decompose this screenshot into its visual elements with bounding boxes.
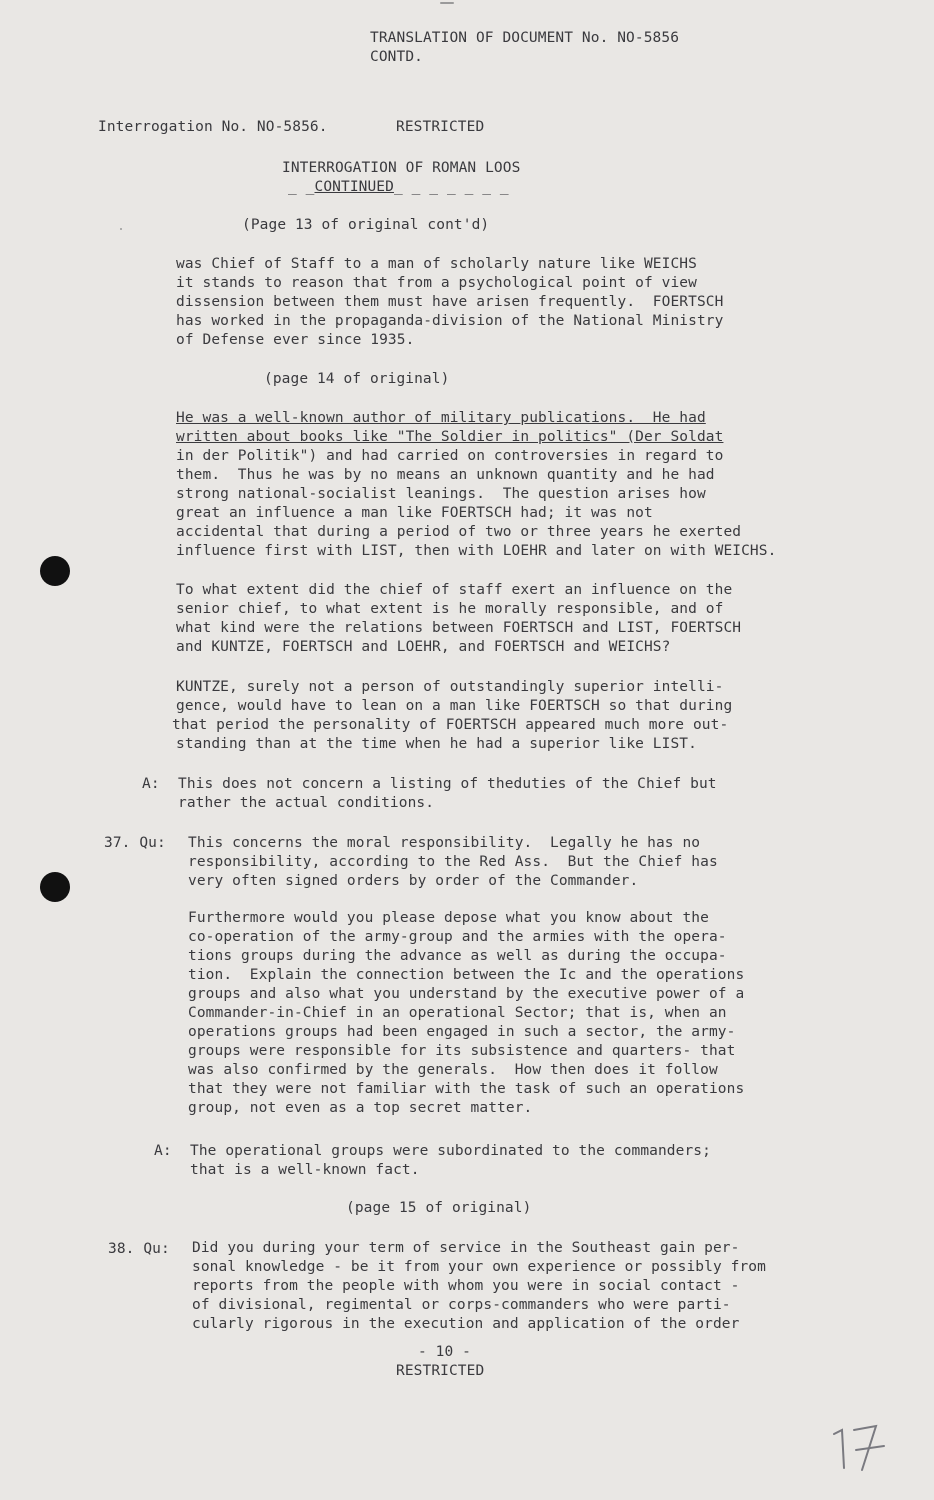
para2-line: strong national-socialist leanings. The question arises how [176,486,706,502]
q37-line: responsibility, according to the Red Ass. But the Chief has [188,854,718,870]
q38-line: cularly rigorous in the execution and application of the order [192,1316,740,1332]
para2-line: He was a well-known author of military publications. He had [176,410,706,426]
answer1-line: This does not concern a listing of theduties of the Chief but [178,776,717,792]
q37-followup-line: Furthermore would you please depose what you know about the [188,910,709,926]
q37-followup-line: Commander-in-Chief in an operational Sector; that is, when an [188,1005,727,1021]
q38-line: sonal knowledge - be it from your own experience or possibly from [192,1259,766,1275]
continued-label: CONTINUED [314,179,394,195]
punch-hole-top [40,556,70,586]
interrogation-number: Interrogation No. NO-5856. [98,119,328,135]
para3-line: senior chief, to what extent is he morally responsible, and of [176,601,724,617]
page-number: - 10 - [418,1344,471,1360]
q37-followup-line: that they were not familiar with the task of such an operations [188,1081,745,1097]
q37-followup-line: co-operation of the army-group and the armies with the opera- [188,929,727,945]
paper-speck [120,228,122,230]
paper-speck [440,2,454,4]
para2-line: them. Thus he was by no means an unknown quantity and he had [176,467,715,483]
q37-followup-line: group, not even as a top secret matter. [188,1100,533,1116]
header-contd: CONTD. [370,49,423,65]
para2-line: accidental that during a period of two or three years he exerted [176,524,742,540]
q37-followup-line: tion. Explain the connection between the Ic and the operations [188,967,745,983]
para4-line: KUNTZE, surely not a person of outstandingly superior intelli- [176,679,724,695]
header-title: TRANSLATION OF DOCUMENT No. NO-5856 [370,30,680,46]
q38-line: Did you during your term of service in the Southeast gain per- [192,1240,740,1256]
question-label: 38. Qu: [108,1241,170,1257]
para2-line: great an influence a man like FOERTSCH had; it was not [176,505,653,521]
para1-line: has worked in the propaganda-division of the National Ministry [176,313,724,329]
q37-line: very often signed orders by order of the Commander. [188,873,639,889]
answer1-line: rather the actual conditions. [178,795,435,811]
para3-line: and KUNTZE, FOERTSCH and LOEHR, and FOERTSCH and WEICHS? [176,639,671,655]
document-title: INTERROGATION OF ROMAN LOOS [282,160,521,176]
para2-line: influence first with LIST, then with LOEHR and later on with WEICHS. [176,543,777,559]
classification-footer: RESTRICTED [396,1363,485,1379]
q37-followup-line: operations groups had been engaged in such a sector, the army- [188,1024,736,1040]
punch-hole-bottom [40,872,70,902]
document-subtitle: _ _CONTINUED_ _ _ _ _ _ _ [288,179,509,195]
para2-line: in der Politik") and had carried on controversies in regard to [176,448,724,464]
para1-line: of Defense ever since 1935. [176,332,415,348]
para4-line: that period the personality of FOERTSCH appeared much more out- [172,717,729,733]
q37-line: This concerns the moral responsibility. Legally he has no [188,835,701,851]
q37-followup-line: tions groups during the advance as well as during the occupa- [188,948,727,964]
para1-line: it stands to reason that from a psychological point of view [176,275,697,291]
answer-label: A: [154,1143,172,1159]
q38-line: reports from the people with whom you were in social contact - [192,1278,740,1294]
page-ref-13: (Page 13 of original cont'd) [242,217,490,233]
answer2-line: that is a well-known fact. [190,1162,420,1178]
para3-line: what kind were the relations between FOERTSCH and LIST, FOERTSCH [176,620,742,636]
q37-followup-line: was also confirmed by the generals. How then does it follow [188,1062,718,1078]
para2-line: written about books like "The Soldier in politics" (Der Soldat [176,429,724,445]
q37-followup-line: groups and also what you understand by the executive power of a [188,986,745,1002]
para1-line: dissension between them must have arisen frequently. FOERTSCH [176,294,724,310]
para1-line: was Chief of Staff to a man of scholarly nature like WEICHS [176,256,697,272]
page-ref-15: (page 15 of original) [346,1200,532,1216]
handwritten-page-mark [826,1412,896,1482]
q38-line: of divisional, regimental or corps-commanders who were parti- [192,1297,731,1313]
answer2-line: The operational groups were subordinated to the commanders; [190,1143,711,1159]
para4-line: gence, would have to lean on a man like FOERTSCH so that during [176,698,733,714]
classification-top: RESTRICTED [396,119,485,135]
para3-line: To what extent did the chief of staff exert an influence on the [176,582,733,598]
page-ref-14: (page 14 of original) [264,371,450,387]
q37-followup-line: groups were responsible for its subsistence and quarters- that [188,1043,736,1059]
answer-label: A: [142,776,160,792]
para4-line: standing than at the time when he had a superior like LIST. [176,736,697,752]
question-label: 37. Qu: [104,835,166,851]
